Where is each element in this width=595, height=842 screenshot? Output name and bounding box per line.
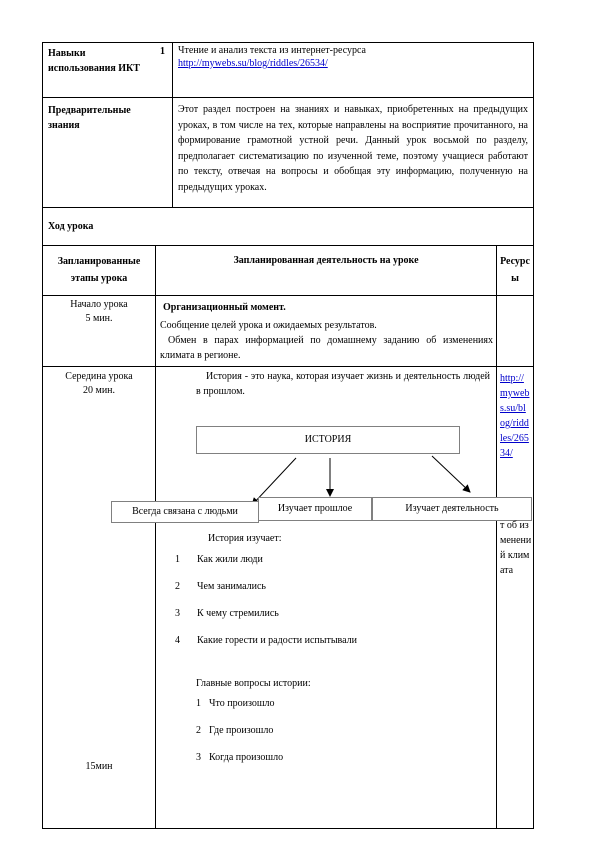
prelim-text: Этот раздел построен на знаниях и навыках, приобретенных на предыдущих уроках, в том числе на тех, которые направлены на восприятие прочитанного, на формирование грамотной устной речи. Данный урок восьмой по разделу, предполагает систематизацию по изученной теме, поэтому учащиеся работают по тексту, отвечая на вопросы и обобщая эту информацию, полученную на предыдущих уроках.: [178, 104, 528, 193]
header-activity: Запланированная деятельность на уроке: [233, 255, 419, 266]
middle-time: 20 мин.: [82, 385, 116, 396]
diagram-box-people: Всегда связана с людьми: [111, 501, 259, 523]
header-resources: Ресурсы: [500, 256, 530, 284]
diagram-box-past: Изучает прошлое: [258, 497, 372, 521]
header-stages: Запланированные этапы урока: [57, 256, 141, 284]
resource-link[interactable]: http://mywebs.su/blog/riddles/26534/: [500, 373, 530, 459]
list-item: 2 Где произошло: [196, 725, 274, 736]
history-definition: История - это наука, которая изучает жизнь и деятельность людей в прошлом.: [196, 371, 490, 397]
start-exchange: Обмен в парах информацией по домашнему заданию об изменениях климата в регионе.: [160, 335, 493, 361]
start-stage: Начало урока: [70, 299, 128, 310]
list-item: 4 Какие горести и радости испытывали: [175, 635, 358, 646]
ikt-label: Навыки использования ИКТ: [48, 48, 140, 74]
diagram-box-activity: Изучает деятельность: [372, 497, 532, 521]
diagram-box-history: ИСТОРИЯ: [196, 426, 460, 454]
start-time: 5 мин.: [85, 313, 113, 324]
ikt-text: Чтение и анализ текста из интернет-ресурса: [178, 45, 366, 56]
list-item: 2 Чем занимались: [175, 581, 266, 592]
resource-text: т об изменени й климата: [500, 520, 532, 576]
start-org: Организационный момент.: [163, 302, 286, 313]
middle-stage: Середина урока: [65, 371, 133, 382]
list-item: 1 Что произошло: [196, 698, 275, 709]
start-goals: Сообщение целей урока и ожидаемых результатов.: [160, 320, 377, 331]
studies-title: История изучает:: [208, 533, 282, 544]
questions-title: Главные вопросы истории:: [196, 678, 311, 689]
prelim-label: Предварительные знания: [48, 105, 131, 131]
list-item: 3 Когда произошло: [196, 752, 284, 763]
ikt-number: 1: [160, 46, 165, 57]
list-item: 1 Как жили люди: [175, 554, 263, 565]
studies-list: [175, 554, 485, 654]
list-item: 3 К чему стремились: [175, 608, 279, 619]
lesson-title: Ход урока: [48, 221, 94, 232]
questions-list: [196, 698, 486, 778]
ikt-link[interactable]: http://mywebs.su/blog/riddles/26534/: [178, 58, 328, 69]
middle-time-2: 15мин: [85, 761, 113, 772]
arrow-right: [432, 456, 470, 492]
